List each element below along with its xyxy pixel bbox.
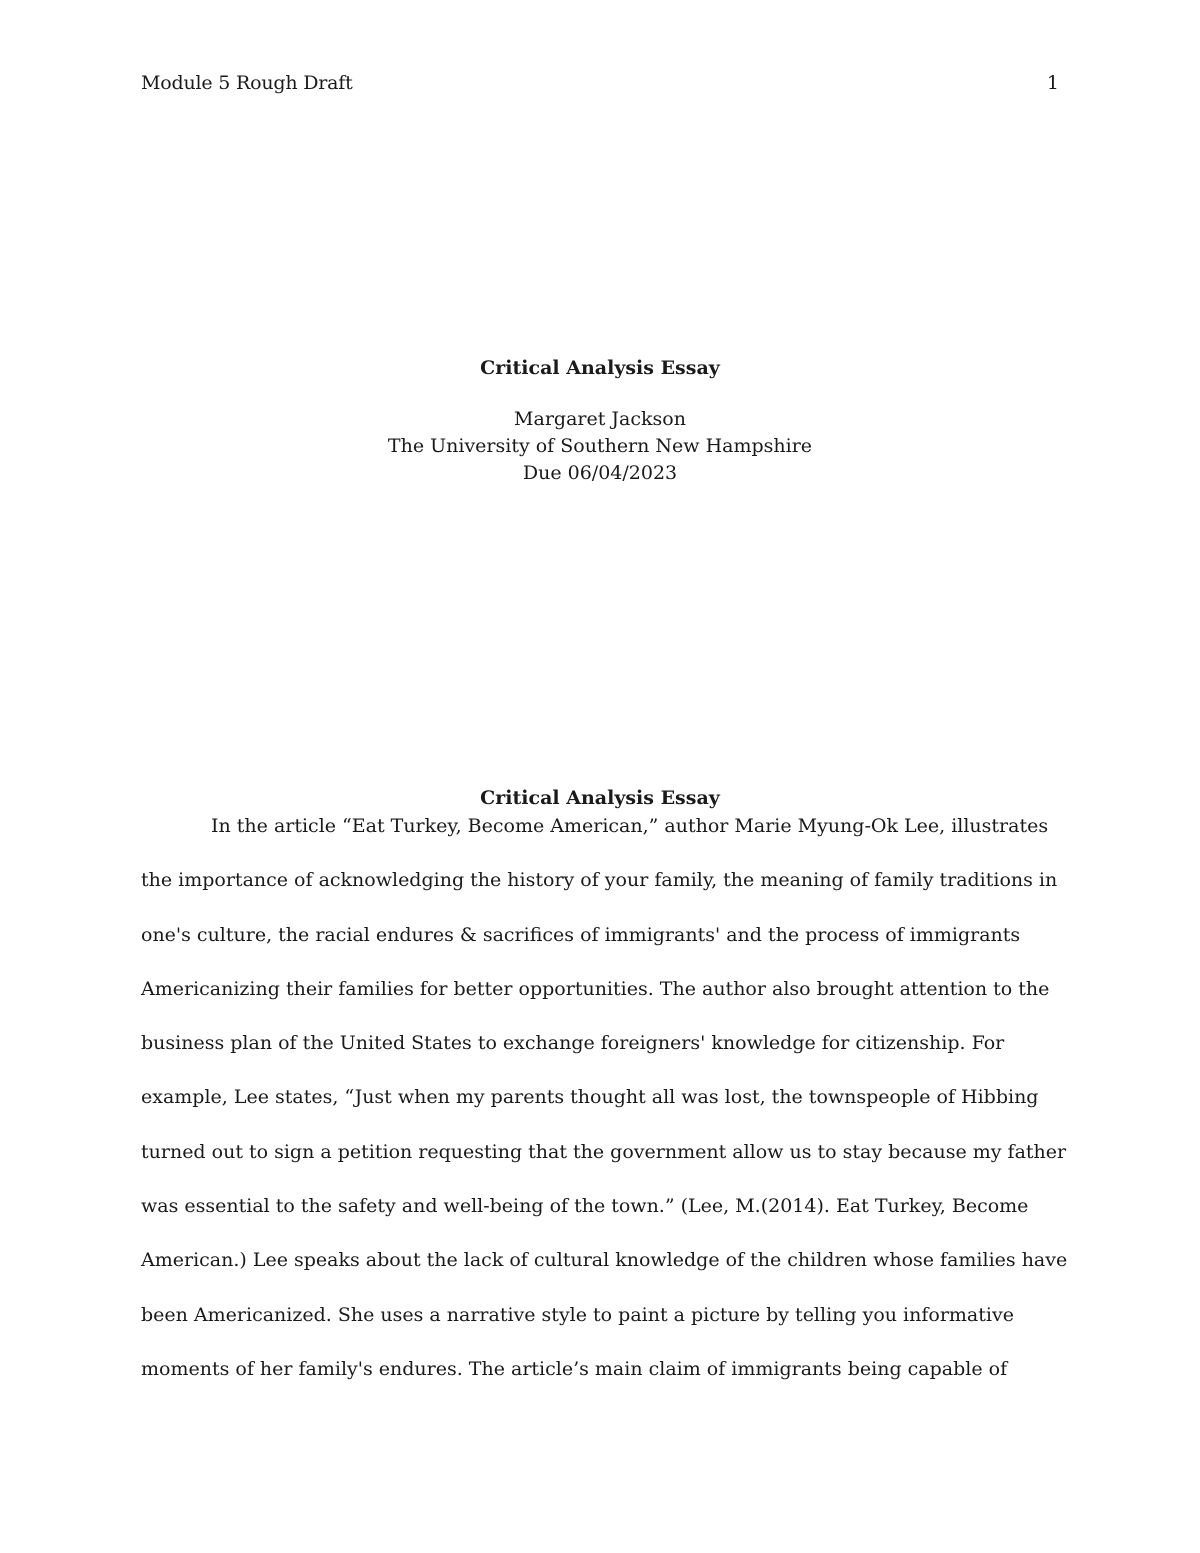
essay-line: turned out to sign a petition requesting that the government allow us to stay because my father <box>141 1140 1067 1163</box>
due-date: Due 06/04/2023 <box>522 462 678 484</box>
page-number: 1 <box>1046 72 1059 94</box>
essay-line: been Americanized. She uses a narrative style to paint a picture by telling you informative <box>141 1303 1014 1326</box>
essay-line: moments of her family's endures. The article’s main claim of immigrants being capable of <box>141 1357 1008 1380</box>
essay-line: one's culture, the racial endures & sacrifices of immigrants' and the process of immigrants <box>141 923 1021 946</box>
institution-name: The University of Southern New Hampshire <box>387 435 813 457</box>
essay-line: example, Lee states, “Just when my parents thought all was lost, the townspeople of Hibbing <box>141 1086 1039 1109</box>
essay-line: business plan of the United States to exchange foreigners' knowledge for citizenship. For <box>141 1032 1005 1055</box>
essay-line: was essential to the safety and well-being of the town.” (Lee, M.(2014). Eat Turkey, Become <box>141 1195 1029 1218</box>
title-page-block <box>0 354 1200 487</box>
essay-body <box>141 812 1068 1409</box>
essay-line: the importance of acknowledging the history of your family, the meaning of family traditions in <box>141 869 1058 892</box>
essay-body-title: Critical Analysis Essay <box>480 787 720 809</box>
essay-line: American.) Lee speaks about the lack of cultural knowledge of the children whose families have <box>141 1249 1068 1272</box>
title-page-title: Critical Analysis Essay <box>480 357 720 379</box>
essay-line: In the article “Eat Turkey, Become American,” author Marie Myung-Ok Lee, illustrates <box>211 815 1049 837</box>
author-name: Margaret Jackson <box>514 408 686 430</box>
running-head: Module 5 Rough Draft <box>141 72 353 94</box>
essay-line: Americanizing their families for better opportunities. The author also brought attention to the <box>141 977 1050 1000</box>
